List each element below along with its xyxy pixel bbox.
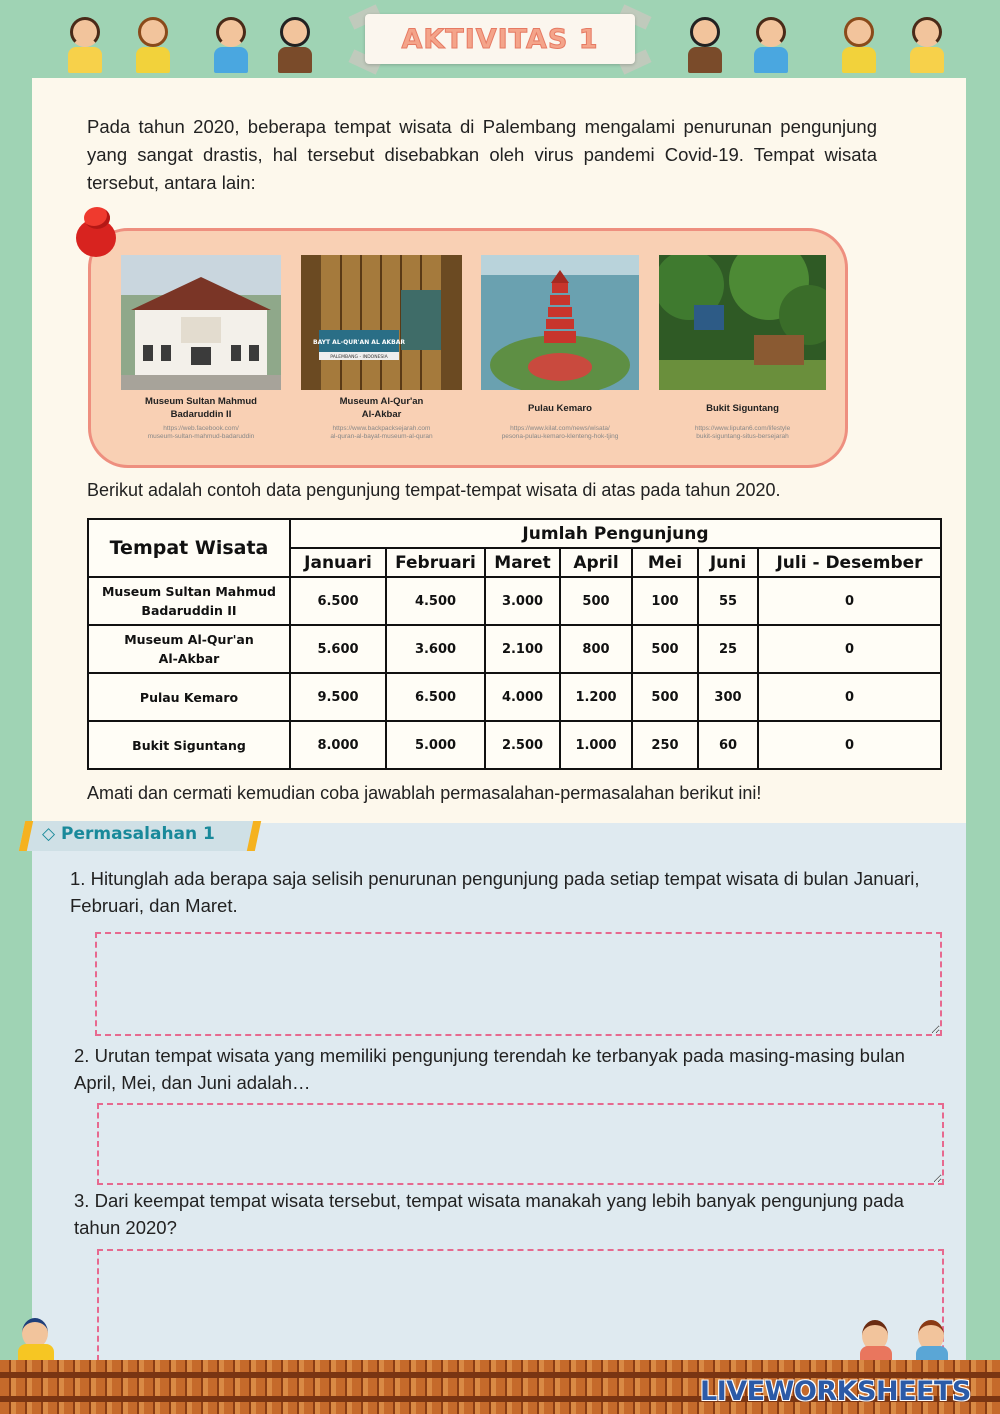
section-title: Permasalahan 1: [61, 824, 215, 844]
question-2: [74, 1042, 940, 1096]
question-number: 1.: [70, 868, 86, 889]
row-place-name: Pulau Kemaro: [88, 673, 290, 721]
place-source: https://www.backpacksejarah.com: [332, 425, 431, 432]
table-header-month: April: [560, 548, 632, 577]
question-text: Hitunglah ada berapa saja selisih penurunan pengunjung pada setiap tempat wisata di bulan Januari, Februari, dan Maret.: [70, 868, 920, 916]
kid-illustration: [208, 15, 254, 75]
diamond-icon: ◇: [42, 824, 56, 844]
pushpin-icon: [70, 205, 120, 260]
place-source: bukit-siguntang-situs-bersejarah: [696, 433, 789, 440]
intro-paragraph: Pada tahun 2020, beberapa tempat wisata di Palembang mengalami penurunan pengunjung yang sangat drastis, hal tersebut disebabkan oleh virus pandemi Covid-19. Tempat wisata tersebut, antara lain:: [87, 116, 877, 193]
table-cell: 2.100: [485, 625, 560, 673]
table-row: [88, 577, 941, 625]
table-cell: 0: [758, 625, 941, 673]
kid-illustration: [272, 15, 318, 75]
kid-illustration: [130, 15, 176, 75]
place-caption: Al-Akbar: [361, 409, 402, 420]
answer-box-3[interactable]: [97, 1249, 944, 1361]
table-cell: 6.500: [290, 577, 386, 625]
visitor-data-table: [87, 518, 942, 770]
table-header-month: Juli - Desember: [758, 548, 941, 577]
question-text: Dari keempat tempat wisata tersebut, tempat wisata manakah yang lebih banyak pengunjung pada tahun 2020?: [74, 1190, 904, 1238]
place-source: pesona-pulau-kemaro-klenteng-hok-tjing: [501, 433, 619, 440]
table-cell: 60: [698, 721, 758, 769]
table-row: [88, 673, 941, 721]
answer-box-1[interactable]: [95, 932, 942, 1036]
place-source: museum-sultan-mahmud-badaruddin: [147, 433, 255, 440]
kid-illustration: [14, 1314, 74, 1364]
question-number: 2.: [74, 1045, 90, 1066]
liveworksheets-logo: LIVEWORKSHEETS: [700, 1376, 971, 1407]
answer-box-2[interactable]: [97, 1103, 944, 1185]
table-cell: 800: [560, 625, 632, 673]
table-cell: 0: [758, 577, 941, 625]
table-cell: 6.500: [386, 673, 485, 721]
table-header-month: Juni: [698, 548, 758, 577]
kid-illustration: [904, 15, 950, 75]
pulau-kemaro-photo: [481, 255, 639, 390]
table-cell: 100: [632, 577, 698, 625]
table-cell: 300: [698, 673, 758, 721]
table-cell: 2.500: [485, 721, 560, 769]
table-cell: 0: [758, 673, 941, 721]
row-place-name: Museum Sultan Mahmud Badaruddin II: [88, 577, 290, 625]
place-caption: Badaruddin II: [170, 409, 232, 420]
table-cell: 1.000: [560, 721, 632, 769]
place-source: https://web.facebook.com/: [163, 425, 239, 432]
table-cell: 55: [698, 577, 758, 625]
table-intro-text: Berikut adalah contoh data pengunjung tempat-tempat wisata di atas pada tahun 2020.: [87, 480, 781, 500]
table-cell: 500: [632, 673, 698, 721]
place-caption: Museum Al-Qur'an: [339, 396, 424, 407]
place-caption: Museum Sultan Mahmud: [145, 396, 257, 407]
kids-illustration: [858, 1318, 958, 1364]
table-cell: 3.000: [485, 577, 560, 625]
table-cell: 9.500: [290, 673, 386, 721]
page-title: AKTIVITAS 1: [401, 23, 599, 55]
instruction-text: Amati dan cermati kemudian coba jawablah permasalahan-permasalahan berikut ini!: [87, 783, 762, 803]
activity-title-card: [365, 14, 635, 64]
table-row: [88, 625, 941, 673]
kid-illustration: [748, 15, 794, 75]
table-row: [88, 721, 941, 769]
table-header-month: Januari: [290, 548, 386, 577]
place-card-museum-alquran: [301, 255, 462, 441]
table-header-month: Februari: [386, 548, 485, 577]
museum-sign: BAYT AL-QUR'AN AL AKBAR: [313, 339, 405, 346]
table-header-month: Mei: [632, 548, 698, 577]
place-caption: Pulau Kemaro: [528, 402, 592, 414]
section-banner: [12, 818, 252, 854]
table-cell: 5.600: [290, 625, 386, 673]
table-cell: 5.000: [386, 721, 485, 769]
museum-sign-location: PALEMBANG - INDONESIA: [330, 355, 388, 360]
place-source: al-quran-al-bayat-museum-al-quran: [330, 433, 433, 440]
place-card-bukit-siguntang: [659, 255, 826, 441]
table-cell: 3.600: [386, 625, 485, 673]
table-header-group: Jumlah Pengunjung: [290, 519, 941, 548]
table-cell: 250: [632, 721, 698, 769]
table-cell: 500: [632, 625, 698, 673]
row-place-name: Bukit Siguntang: [88, 721, 290, 769]
kid-illustration: [836, 15, 882, 75]
table-cell: 500: [560, 577, 632, 625]
question-number: 3.: [74, 1190, 90, 1211]
question-3: [74, 1187, 940, 1241]
kid-illustration: [62, 15, 108, 75]
table-cell: 1.200: [560, 673, 632, 721]
place-card-museum-smb: [121, 255, 281, 441]
place-source: https://www.liputan6.com/lifestyle: [694, 425, 791, 432]
museum-alquran-photo: [301, 255, 462, 390]
row-place-name: Museum Al-Qur'an Al-Akbar: [88, 625, 290, 673]
place-source: https://www.kilat.com/news/wisata/: [510, 425, 610, 432]
place-caption: Bukit Siguntang: [706, 402, 779, 414]
table-cell: 4.500: [386, 577, 485, 625]
kid-illustration: [682, 15, 728, 75]
question-text: Urutan tempat wisata yang memiliki pengunjung terendah ke terbanyak pada masing-masing bulan April, Mei, dan Juni adalah…: [74, 1045, 905, 1093]
table-cell: 8.000: [290, 721, 386, 769]
table-cell: 25: [698, 625, 758, 673]
museum-smb-photo: [121, 255, 281, 390]
table-cell: 0: [758, 721, 941, 769]
bukit-siguntang-photo: [659, 255, 826, 390]
table-header-place: Tempat Wisata: [88, 519, 290, 577]
table-header-month: Maret: [485, 548, 560, 577]
table-cell: 4.000: [485, 673, 560, 721]
place-card-pulau-kemaro: [481, 255, 639, 441]
question-1: [70, 865, 940, 919]
